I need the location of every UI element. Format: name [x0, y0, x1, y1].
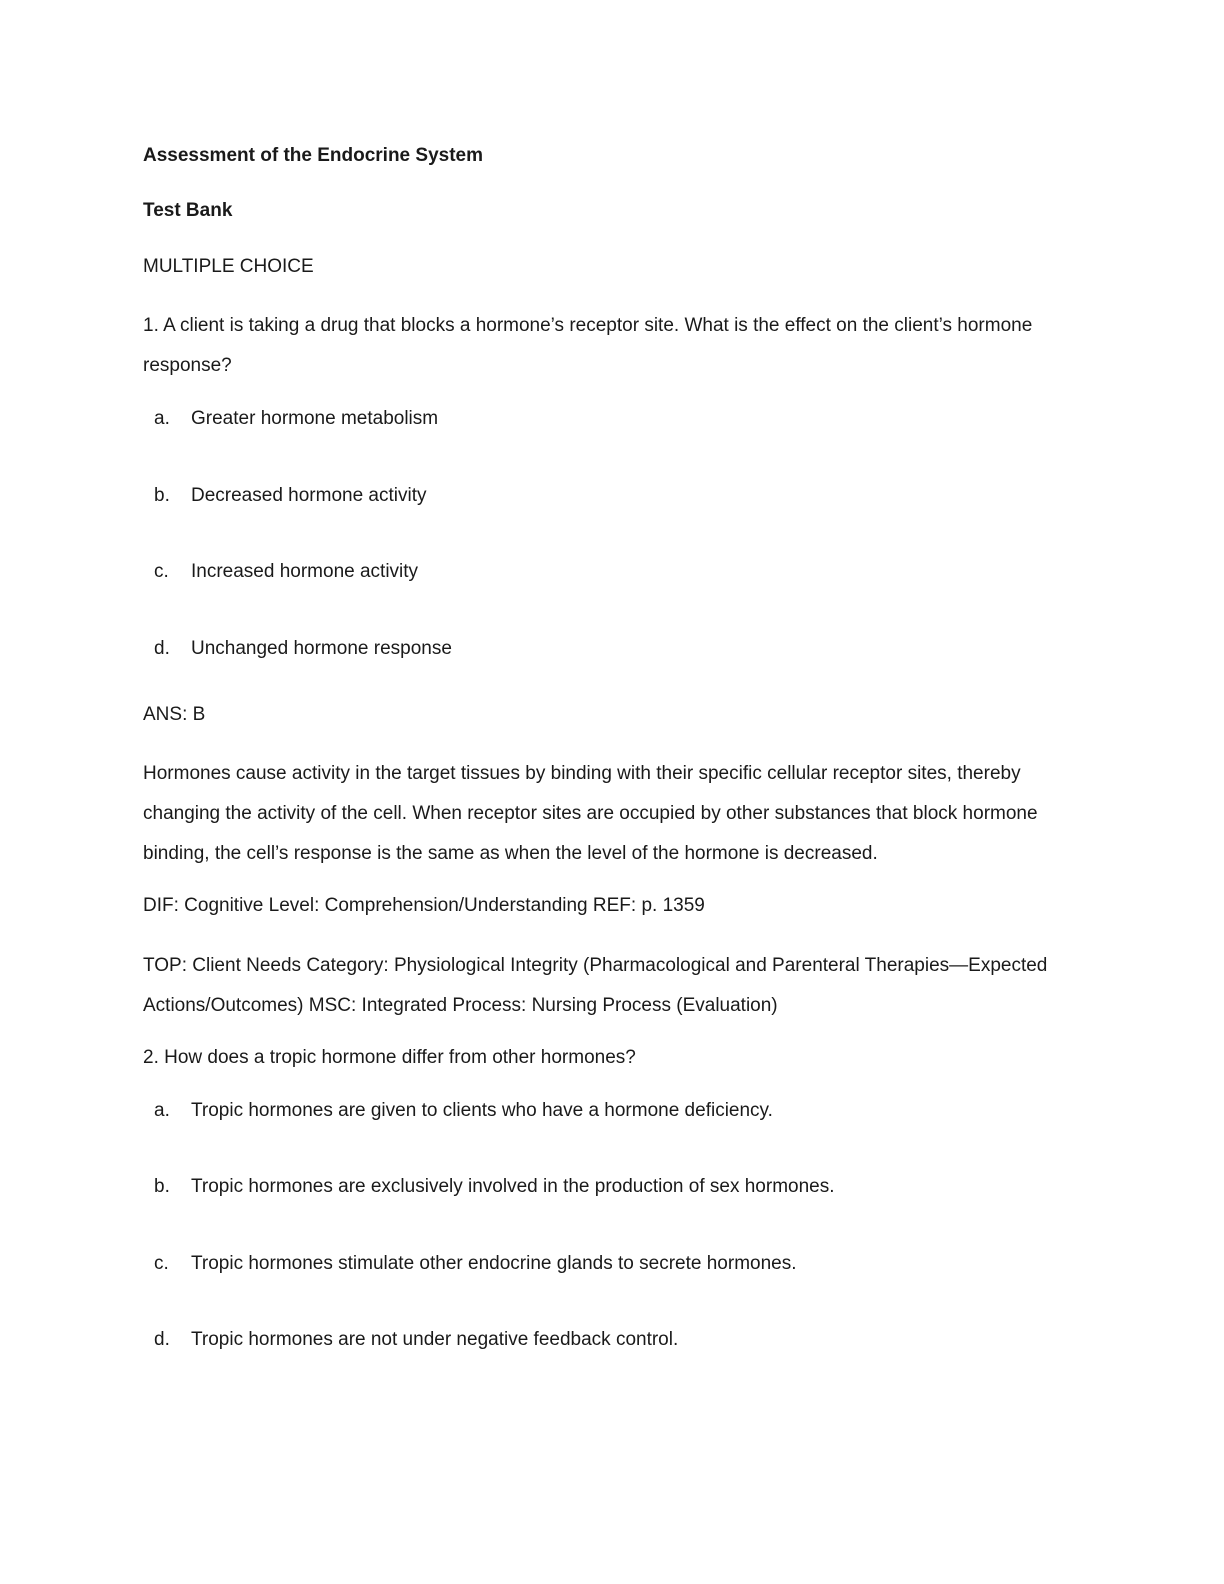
option-item — [143, 480, 1073, 512]
option-item — [143, 633, 1073, 665]
option-item — [143, 1171, 1073, 1203]
option-letter: c. — [154, 1252, 169, 1274]
option-text: Increased hormone activity — [191, 561, 419, 582]
question-2 — [143, 1042, 1073, 1357]
topic-category: TOP: Client Needs Category: Physiological Integrity (Pharmacological and Parenteral Therapies—Expected Actions/Outcomes) MSC: Integrated Process: Nursing Process (Evaluation) — [143, 954, 1048, 1016]
option-item — [143, 1324, 1073, 1356]
answer-key: ANS: B — [143, 703, 206, 725]
option-item — [143, 1095, 1073, 1127]
section-heading: MULTIPLE CHOICE — [143, 256, 314, 277]
rationale-text: Hormones cause activity in the target tissues by binding with their specific cellular receptor sites, thereby changing the activity of the cell. When receptor sites are occupied by other substances that block hormone binding, the cell’s response is the same as when the level of the hormone is decreased. — [143, 762, 1038, 864]
question-stem: 2. How does a tropic hormone differ from other hormones? — [143, 1046, 636, 1068]
question-1 — [143, 306, 1073, 1026]
option-letter: a. — [154, 1099, 170, 1121]
option-letter: b. — [154, 1176, 170, 1197]
option-letter: d. — [154, 637, 170, 659]
option-text: Tropic hormones are exclusively involved in the production of sex hormones. — [191, 1176, 835, 1197]
option-text: Tropic hormones are given to clients who have a hormone deficiency. — [191, 1099, 773, 1121]
option-letter: b. — [154, 484, 170, 506]
option-letter: a. — [154, 408, 170, 429]
option-list — [143, 403, 1073, 665]
difficulty-reference: DIF: Cognitive Level: Comprehension/Understanding REF: p. 1359 — [143, 894, 705, 916]
option-list — [143, 1095, 1073, 1357]
document-page — [143, 140, 1073, 1390]
option-item — [143, 403, 1073, 435]
document-subtitle: Test Bank — [143, 200, 233, 221]
option-text: Greater hormone metabolism — [191, 408, 439, 429]
option-text: Unchanged hormone response — [191, 637, 452, 659]
option-letter: d. — [154, 1329, 170, 1350]
option-text: Decreased hormone activity — [191, 484, 427, 506]
option-item — [143, 1248, 1073, 1280]
document-title: Assessment of the Endocrine System — [143, 145, 483, 166]
question-stem: 1. A client is taking a drug that blocks a hormone’s receptor site. What is the effect on the client’s hormone response? — [143, 315, 1033, 376]
option-letter: c. — [154, 561, 169, 582]
option-item — [143, 556, 1073, 588]
option-text: Tropic hormones stimulate other endocrine glands to secrete hormones. — [191, 1252, 797, 1274]
option-text: Tropic hormones are not under negative feedback control. — [191, 1329, 679, 1350]
